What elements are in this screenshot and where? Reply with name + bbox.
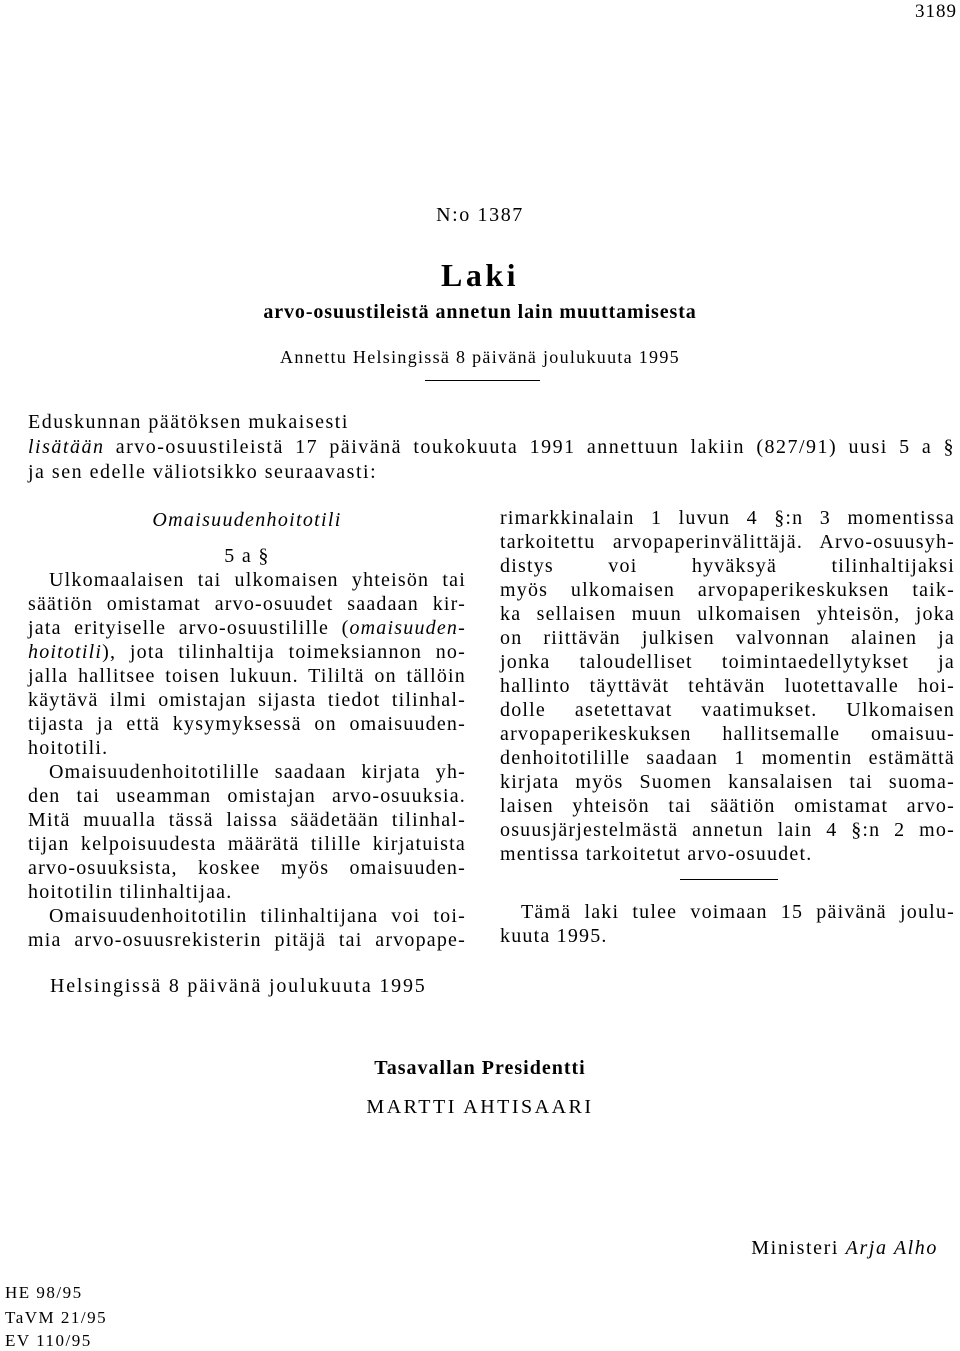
statute-number: N:o 1387 (436, 204, 524, 226)
president-name: MARTTI AHTISAARI (366, 1096, 594, 1118)
text-line: Omaisuudenhoitotilin tilinhaltijana voi toi- (49, 905, 466, 927)
text-line: Omaisuudenhoitotilille saadaan kirjata yh- (49, 761, 466, 783)
reference-he: HE 98/95 (5, 1283, 83, 1302)
minister-signature (751, 1236, 938, 1260)
preamble-amendment (28, 435, 955, 460)
reference-tavm: TaVM 21/95 (5, 1308, 108, 1327)
text-line: den tai useamman omistajan arvo-osuuksia. (28, 785, 466, 807)
amendment-text: arvo-osuustileistä 17 päivänä toukokuuta 1991 annettuun lakiin (827/91) uusi 5 a § (115, 436, 955, 458)
text-line: jonka taloudelliset toimintaedellytykset ja (500, 651, 955, 673)
section-number: 5 a § (224, 545, 270, 567)
text-line: ka sellaisen muun ulkomaisen yhteisön, joka (500, 603, 955, 625)
statute-subtitle: arvo-osuustileistä annetun lain muuttamisesta (263, 301, 697, 323)
text-line: osuusjärjestelmästä annetun lain 4 §:n 2 mo- (500, 819, 955, 841)
minister-name: Arja Alho (845, 1237, 938, 1259)
text-line: säätiön omistamat arvo-osuudet saadaan kir- (28, 593, 466, 615)
text-line: myös ulkomaisen arvopaperikeskuksen taik- (500, 579, 955, 601)
president-title: Tasavallan Presidentti (374, 1057, 586, 1079)
amendment-verb: lisätään (28, 436, 105, 458)
text-line: hoitotili. (28, 737, 109, 759)
section-subheading: Omaisuudenhoitotili (152, 509, 342, 531)
right-column (500, 506, 955, 866)
text-line: tijan kelpoisuudesta määrätä tilille kirjatuista (28, 833, 466, 855)
text-line: denhoitotilille saadaan 1 momentin estämättä (500, 747, 955, 769)
text-line: laisen yhteisön tai säätiön omistamat arvo- (500, 795, 955, 817)
text-line: arvopaperikeskuksen hallitsemalle omaisuu- (500, 723, 955, 745)
text-segment: ), jota tilinhaltija toimeksiannon no- (102, 641, 466, 663)
left-column (28, 568, 466, 952)
text-line: Tämä laki tulee voimaan 15 päivänä joulu- (521, 901, 955, 923)
preamble-continuation: ja sen edelle väliotsikko seuraavasti: (28, 461, 378, 483)
statute-title: Laki (440, 257, 520, 293)
separator-rule (425, 380, 540, 381)
minister-title: Ministeri (751, 1237, 840, 1259)
text-line: distys voi hyväksyä tilinhaltijaksi (500, 555, 955, 577)
text-line (28, 616, 466, 640)
text-line: mia arvo-osuusrekisterin pitäjä tai arvopape- (28, 929, 466, 951)
text-line: kuuta 1995. (500, 925, 608, 947)
preamble (28, 410, 955, 485)
reference-ev: EV 110/95 (5, 1331, 92, 1350)
page-number: 3189 (915, 1, 957, 22)
text-line: hoitotilin tilinhaltijaa. (28, 881, 233, 903)
text-line: kirjata myös Suomen kansalaisen tai suoma- (500, 771, 955, 793)
text-line: Mitä muualla tässä laissa säädetään tilinhal- (28, 809, 466, 831)
text-line: dolle asetettavat vaatimukset. Ulkomaisen (500, 699, 955, 721)
text-line: arvo-osuuksista, koskee myös omaisuuden- (28, 857, 466, 879)
text-line: käytävä ilmi omistajan sijasta tiedot tilinhal- (28, 689, 466, 711)
separator-rule (680, 879, 778, 880)
preamble-enactment: Eduskunnan päätöksen mukaisesti (28, 411, 349, 433)
text-line: tarkoitettu arvopaperinvälittäjä. Arvo-osuusyh- (500, 531, 955, 553)
signature-place-date: Helsingissä 8 päivänä joulukuuta 1995 (50, 975, 427, 997)
text-line: hallinto täyttävät tehtävän luotettavalle hoi- (500, 675, 955, 697)
text-line: on riittävän julkisen valvonnan alainen ja (500, 627, 955, 649)
text-line (28, 640, 466, 664)
defined-term: hoitotili (28, 641, 103, 663)
issued-line: Annettu Helsingissä 8 päivänä joulukuuta 1995 (280, 347, 680, 367)
text-line: mentissa tarkoitetut arvo-osuudet. (500, 843, 813, 865)
text-line: Ulkomaalaisen tai ulkomaisen yhteisön tai (49, 569, 466, 591)
defined-term: omaisuuden- (349, 617, 466, 639)
text-line: rimarkkinalain 1 luvun 4 §:n 3 momentissa (500, 507, 955, 529)
text-line: jalla hallitsee toisen lukuun. Tililtä on tällöin (28, 665, 466, 687)
text-line: tijasta ja että kysymyksessä on omaisuuden- (28, 713, 466, 735)
entry-into-force (500, 900, 955, 948)
text-segment: jata erityiselle arvo-osuustilille ( (28, 617, 350, 639)
